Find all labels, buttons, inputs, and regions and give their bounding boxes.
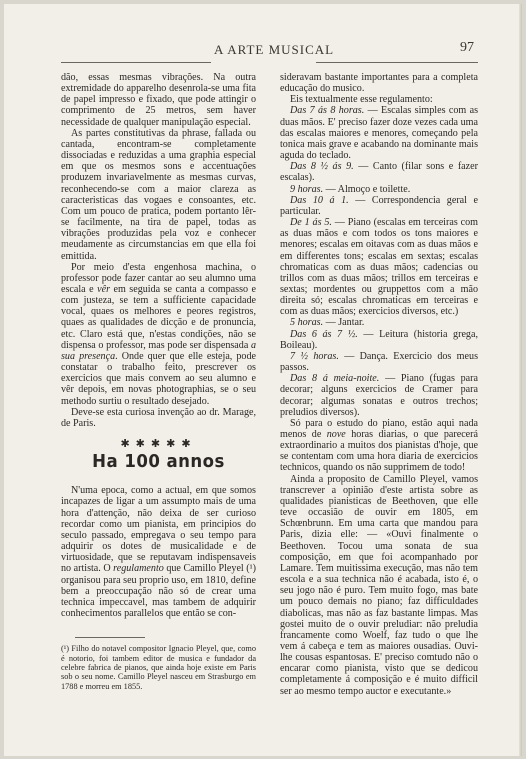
text-run: . Onde quer que elle esteja, pode constatar o trabalho feito, prescrever os exercicios que mais convem ao seu alumno e vêr depois, em novas photographias, se o seu methodo surtiu o resultado desejado.: [61, 350, 257, 407]
paragraph: [61, 485, 256, 619]
section-heading: Ha 100 annos: [92, 451, 225, 473]
text-run: horas diarias, o que parecerá extraordinario a muitos dos pianistas d'hoje, que se contentam com uma hora diaria de exercicios technicos, quando os não supprimem de todo!: [280, 429, 478, 474]
left-column: [61, 72, 256, 691]
page-number: 97: [460, 40, 474, 55]
text-run: Por meio d'esta engenhosa machina, o professor pode fazer cantar ao seu alumno uma escala e: [61, 261, 256, 295]
schedule-entry: [280, 161, 478, 183]
header-rule-right: [316, 62, 478, 63]
paragraph: sideravam bastante importantes para a completa educação do musico.: [280, 72, 478, 95]
schedule-time: 5 horas.: [290, 317, 324, 329]
paragraph: Deve-se esta curiosa invenção ao dr. Marage, de Paris.: [61, 406, 256, 429]
schedule-entry: [280, 217, 478, 317]
schedule-text: — Dança. Exercicio dos meus passos.: [280, 350, 478, 374]
schedule-time: Das 6 ás 7 ½.: [290, 328, 358, 340]
schedule-entry: [280, 351, 478, 373]
paragraph: Ainda a proposito de Camillo Pleyel, vamos transcrever a opinião d'este artista sobre as qualidades pianisticas de Beethoven, que elle teve occasião de ouvir em 1805, em Schœnbrunn. Em uma carta que mandou para Paris, dizia elle: — «Ouvi finalmente o Beethoven. Tocou uma sonata de sua composição, em que foi acompanhado por Lamare. Tem muitissima execução, mas não tem escola e a sua technica não é acabada, isto é, o seu jogo não é puro. Tem muito fogo, mas bate um pouco demais no piano; faz difficuldades diabolicas, mas não as faz bastante limpas. Mas gostei muito de o ouvir preludiar: não preludia francamente como Woelf, faz tudo o que lhe vem á cabeça e tem as maiores ousadias. Ouvi-lhe cousas espantosas. E' preciso comtudo não o encarar como pianista, visto que se dedicou completamente á composição e é muito difficil ser ao mesmo tempo auctor e executante.»: [280, 473, 478, 697]
paragraph: [61, 262, 256, 407]
schedule-text: — Correspondencia geral e particular.: [280, 194, 478, 217]
schedule-time: Das 8 á meia-noite.: [290, 373, 380, 385]
paragraph: As partes constitutivas da phrase, fallada ou cantada, encontram-se completamente dissociadas e reduzidas a uma graphia especial em que os mesmos sons e accentuações produzem invariavelmente as mesmas curvas, reconhecendo-se com a maior clareza as caracteristicas das vogaes e consoantes, etc. Com um pouco de pratica, podem portanto lêr-se facilmente, na tira de papel, todas as vibrações produzidas pela voz e conhecer meudamente as circumstancias em que ella foi emittida.: [61, 127, 256, 262]
schedule-entry: [280, 195, 478, 217]
schedule-entry: [280, 105, 478, 161]
paragraph: dão, essas mesmas vibrações. Na outra extremidade do apparelho desenrola-se uma fita de papel impresso e fixado, que pode attingir o comprimento de 25 metros, sem haver necessidade de qualquer manipulação especial.: [61, 72, 256, 128]
schedule-text: — Leitura (historia grega, Boileau).: [280, 328, 478, 351]
schedule-text: — Jantar.: [323, 317, 365, 329]
schedule-time: Das 8 ½ ás 9.: [290, 161, 354, 173]
schedule-time: 7 ½ horas.: [290, 350, 339, 362]
schedule-text: — Piano (escalas em terceiras com as duas mãos e com todos os tons maiores e menores; escalas em oitavas com as duas mãos e em differentes tons; escalas em sextas; escalas chromaticas com as duas mãos; cadencias ou trillos com as duas mãos; trillos em terceiras e sextas; mordentes ou gruppettos com a mão direita só; escalas chromaticas em terceiras e com as duas mãos; exercicios diversos, etc.): [280, 217, 478, 318]
schedule-text: — Escalas simples com as duas mãos. E' preciso fazer doze vezes cada uma das escalas maiores e menores, começando pela tonica mais grave e acabando na dominante mais aguda do teclado.: [280, 105, 479, 162]
italic-run: nove: [326, 429, 346, 440]
section-ornament: ✱✱✱✱✱: [120, 438, 197, 450]
footnote: (¹) Filho do notavel compositor Ignacio Pleyel, que, como é notorio, foi tambem editor de musica e fundador da celebre fabrica de pianos, que ainda hoje existe em Paris sob o seu nome. Camillo Pleyel nasceu em Strasburgo em 1788 e morreu em 1855.: [61, 644, 256, 691]
schedule-time: Das 10 á 1.: [290, 194, 349, 206]
schedule-time: De 1 ás 5.: [290, 217, 332, 229]
schedule-text: — Piano (fugas para decorar; alguns exercicios de Cramer para decorar; algumas sonatas e outros trechos; preludios diversos).: [280, 373, 478, 418]
schedule-entry: [280, 373, 478, 418]
header-rule-left: [61, 62, 211, 63]
text-run: em seguida se canta a compasso e com justeza, se tem a sufficiente capacidade vocal, quaes os melhores e peores registros, quaes as qualidades de dicção e de pronuncia, etc. Claro está que, n'estas condições, não se dispensa o professor, mas pode ser dispensada: [61, 283, 257, 351]
paragraph: [280, 418, 478, 474]
running-head: A ARTE MUSICAL: [214, 42, 335, 57]
schedule-time: Das 7 ás 8 horas.: [290, 105, 365, 117]
schedule-entry: [280, 329, 478, 351]
page-edge: [519, 4, 522, 756]
italic-run: vêr: [97, 283, 110, 295]
schedule-text: — Almoço e toilette.: [323, 183, 411, 195]
text-run: que Camillo Pleyel (¹) organisou para seu proprio uso, em 1810, define bem a preoccupação não só de crear uma technica impeccavel, mas tambem de adquirir conhecimentos parallelos que então se con-: [61, 563, 256, 620]
schedule-entry: [280, 317, 478, 328]
paragraph: Eis textualmente esse regulamento:: [290, 94, 433, 106]
italic-run: a sua presença: [61, 339, 256, 362]
schedule-text: — Canto (filar sons e fazer escalas).: [280, 161, 478, 184]
italic-run: regulamento: [113, 563, 164, 575]
right-column: [280, 72, 478, 697]
schedule-entry: [280, 184, 478, 195]
book-page: [4, 4, 522, 756]
text-run: Só para o estudo do piano, estão aqui nada menos de: [280, 417, 478, 440]
footnote-rule: [75, 637, 145, 638]
text-run: N'uma epoca, como a actual, em que somos incapazes de ligar a um assumpto mais de uma hora d'attenção, não deixa de ser curioso recordar como um pianista, em principios do seculo passado, empregava o seu tempo para adquirir os dotes de musicalidade e de virtuosidade, que se reputavam indispensaveis no artista. O: [61, 485, 256, 575]
schedule-time: 9 horas.: [290, 183, 324, 195]
